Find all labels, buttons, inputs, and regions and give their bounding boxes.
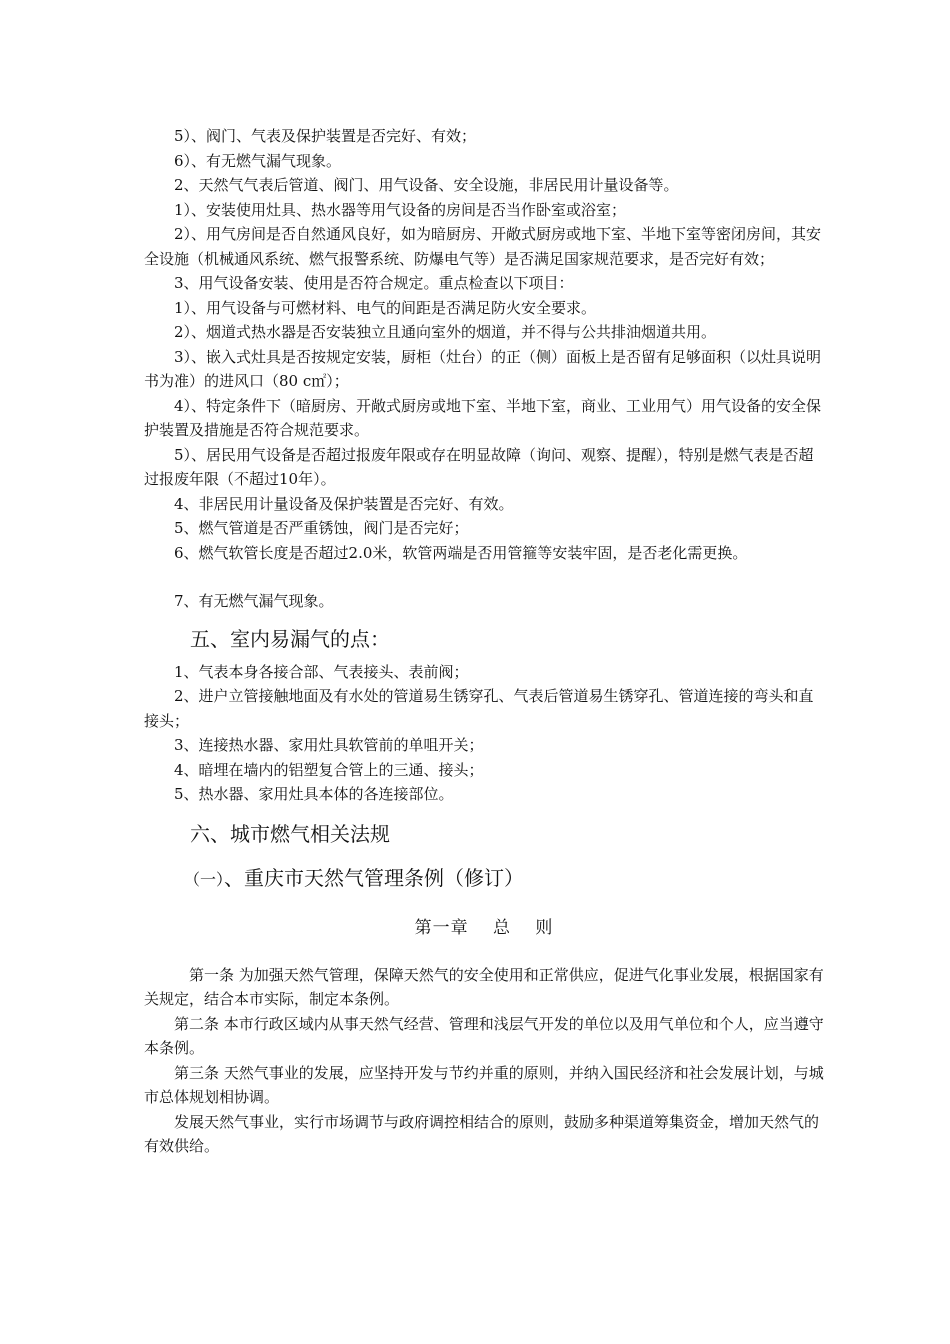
article: 第一条 为加强天然气管理，保障天然气的安全使用和正常供应，促进气化事业发展，根据国家有关规定，结合本市实际，制定本条例。 — [144, 965, 824, 1008]
paragraph: 1）、用气设备与可燃材料、电气的间距是否满足防火安全要求。 — [174, 298, 597, 317]
section-heading: 五、室内易漏气的点： — [190, 626, 390, 651]
paragraph: 6）、有无燃气漏气现象。 — [174, 151, 342, 170]
chapter-title: 第一章 总 则 — [414, 917, 554, 938]
paragraph: 4、非居民用计量设备及保护装置是否完好、有效。 — [174, 494, 514, 513]
paragraph: 5）、居民用气设备是否超过报废年限或存在明显故障（询问、观察、提醒），特别是燃气表是否超过报废年限（不超过10年）。 — [144, 445, 814, 488]
list-item: 5、热水器、家用灶具本体的各连接部位。 — [174, 785, 454, 803]
subsection-heading — [144, 863, 824, 895]
paragraph: 3、用气设备安装、使用是否符合规定。重点检查以下项目： — [174, 274, 574, 292]
article: 第三条 天然气事业的发展，应坚持开发与节约并重的原则，并纳入国民经济和社会发展计划，与城市总体规划相协调。 — [144, 1063, 824, 1106]
list-item: 1、气表本身各接合部、气表接头、表前阀； — [174, 662, 469, 681]
spacer — [144, 565, 824, 589]
article: 第二条 本市行政区域内从事天然气经营、管理和浅层气开发的单位以及用气单位和个人，应当遵守本条例。 — [144, 1014, 824, 1057]
subsection-prefix: （一） — [184, 869, 225, 889]
paragraph: 4）、特定条件下（暗厨房、开敞式厨房或地下室、半地下室，商业、工业用气）用气设备的安全保护装置及措施是否符合规范要求。 — [144, 396, 822, 439]
paragraph: 2、天然气气表后管道、阀门、用气设备、安全设施，非居民用计量设备等。 — [174, 176, 679, 194]
section-heading: 六、城市燃气相关法规 — [190, 821, 390, 846]
document-body — [144, 124, 824, 1159]
paragraph: 5）、阀门、气表及保护装置是否完好、有效； — [174, 127, 477, 145]
list-item: 3、连接热水器、家用灶具软管前的单咀开关； — [174, 736, 484, 754]
paragraph: 7、有无燃气漏气现象。 — [174, 592, 334, 610]
list-item: 2、进户立管接触地面及有水处的管道易生锈穿孔、气表后管道易生锈穿孔、管道连接的弯头和直接头； — [144, 687, 814, 730]
subsection-title: 、重庆市天然气管理条例（修订） — [224, 865, 525, 890]
paragraph: 2）、烟道式热水器是否安装独立且通向室外的烟道，并不得与公共排油烟道共用。 — [174, 323, 717, 341]
paragraph: 2）、用气房间是否自然通风良好，如为暗厨房、开敞式厨房或地下室、半地下室等密闭房间，其安全设施（机械通风系统、燃气报警系统、防爆电气等）是否满足国家规范要求，是否完好有效； — [144, 225, 822, 268]
list-item: 4、暗埋在墙内的铝塑复合管上的三通、接头； — [174, 760, 484, 779]
paragraph: 1）、安装使用灶具、热水器等用气设备的房间是否当作卧室或浴室； — [174, 200, 627, 219]
paragraph: 5、燃气管道是否严重锈蚀，阀门是否完好； — [174, 519, 469, 537]
article: 发展天然气事业，实行市场调节与政府调控相结合的原则，鼓励多种渠道筹集资金，增加天然气的有效供给。 — [144, 1112, 820, 1155]
paragraph: 6、燃气软管长度是否超过2.0米，软管两端是否用管箍等安装牢固，是否老化需更换。 — [174, 543, 748, 562]
paragraph: 3）、嵌入式灶具是否按规定安装，厨柜（灶台）的正（侧）面板上是否留有足够面积（以灶具说明书为准）的进风口（80 c㎡）； — [144, 347, 822, 390]
